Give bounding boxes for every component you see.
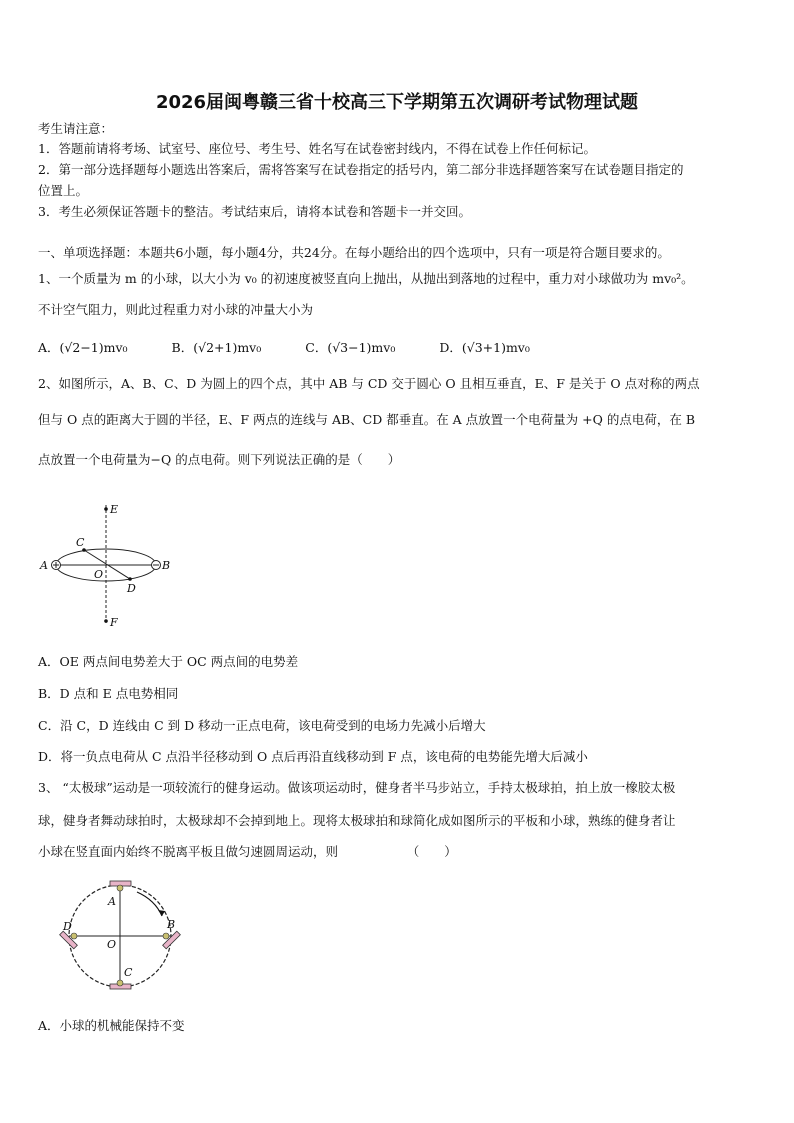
label-a: A	[108, 895, 116, 908]
label-o: O	[94, 568, 104, 581]
label-d: D	[127, 582, 136, 595]
notice-item: 2．第一部分选择题每小题选出答案后，需将答案写在试卷指定的括号内，第二部分非选择题答案写在试卷题目指定的	[38, 162, 684, 177]
choice-d: D．(√3+1)mv₀	[439, 340, 530, 355]
question-3-stem-cont: 球，健身者舞动球拍时，太极球却不会掉到地上。现将太极球拍和球简化成如图所示的平板和小球，熟练的健身者让	[38, 813, 676, 828]
notice-heading: 考生请注意：	[38, 121, 114, 136]
question-3-figure	[55, 878, 195, 998]
page-title: 2026届闽粤赣三省十校高三下学期第五次调研考试物理试题	[155, 92, 639, 113]
notice-item: 位置上。	[38, 183, 89, 198]
label-c: C	[76, 536, 85, 549]
question-2-option-a: A．OE 两点间电势差大于 OC 两点间的电势差	[38, 654, 299, 669]
choice-a: A．(√2−1)mv₀	[38, 340, 128, 355]
label-b: B	[162, 559, 171, 572]
label-f: F	[110, 616, 118, 629]
label-b: B	[167, 918, 176, 931]
question-3-stem-cont: 小球在竖直面内始终不脱离平板且做匀速圆周运动，则 （ ）	[38, 844, 457, 859]
choice-c: C．(√3−1)mv₀	[305, 340, 396, 355]
question-1-stem-cont: 不计空气阻力，则此过程重力对小球的冲量大小为	[38, 302, 314, 317]
notice-item: 3．考生必须保证答题卡的整洁。考试结束后，请将本试卷和答题卡一并交回。	[38, 204, 471, 219]
choice-b: B．(√2+1)mv₀	[171, 340, 262, 355]
label-e: E	[110, 503, 119, 516]
label-o: O	[107, 938, 117, 951]
question-1-choices	[38, 338, 570, 356]
question-2-figure	[38, 495, 188, 635]
question-2-stem: 2、如图所示，A、B、C、D 为圆上的四个点，其中 AB 与 CD 交于圆心 O 且相互垂直，E、F 是关于 O 点对称的两点	[38, 376, 700, 391]
question-3-option-a: A．小球的机械能保持不变	[38, 1018, 185, 1033]
question-2-option-d: D．将一负点电荷从 C 点沿半径移动到 O 点后再沿直线移动到 F 点，该电荷的电势能先增大后减小	[38, 749, 588, 764]
question-3-stem: 3、 “太极球”运动是一项较流行的健身运动。做该项运动时，健身者半马步站立，手持太极球拍，拍上放一橡胶太极	[38, 780, 676, 795]
question-2-option-b: B．D 点和 E 点电势相同	[38, 686, 179, 701]
question-2-stem-cont: 点放置一个电荷量为−Q 的点电荷。则下列说法正确的是（ ）	[38, 452, 401, 467]
question-2-stem-cont: 但与 O 点的距离大于圆的半径，E、F 两点的连线与 AB、CD 都垂直。在 A 点放置一个电荷量为 +Q 的点电荷，在 B	[38, 412, 696, 427]
question-1-stem: 1、一个质量为 m 的小球，以大小为 v₀ 的初速度被竖直向上抛出，从抛出到落地的过程中，重力对小球做功为 mv₀²。	[38, 271, 694, 286]
label-c: C	[124, 966, 133, 979]
section-heading: 一、单项选择题：本题共6小题，每小题4分，共24分。在每小题给出的四个选项中，只有一项是符合题目要求的。	[38, 245, 670, 260]
question-2-option-c: C．沿 C，D 连线由 C 到 D 移动一正点电荷，该电荷受到的电场力先减小后增大	[38, 718, 486, 733]
label-d: D	[63, 920, 72, 933]
label-a: A	[40, 559, 48, 572]
notice-item: 1．答题前请将考场、试室号、座位号、考生号、姓名写在试卷密封线内，不得在试卷上作任何标记。	[38, 141, 596, 156]
